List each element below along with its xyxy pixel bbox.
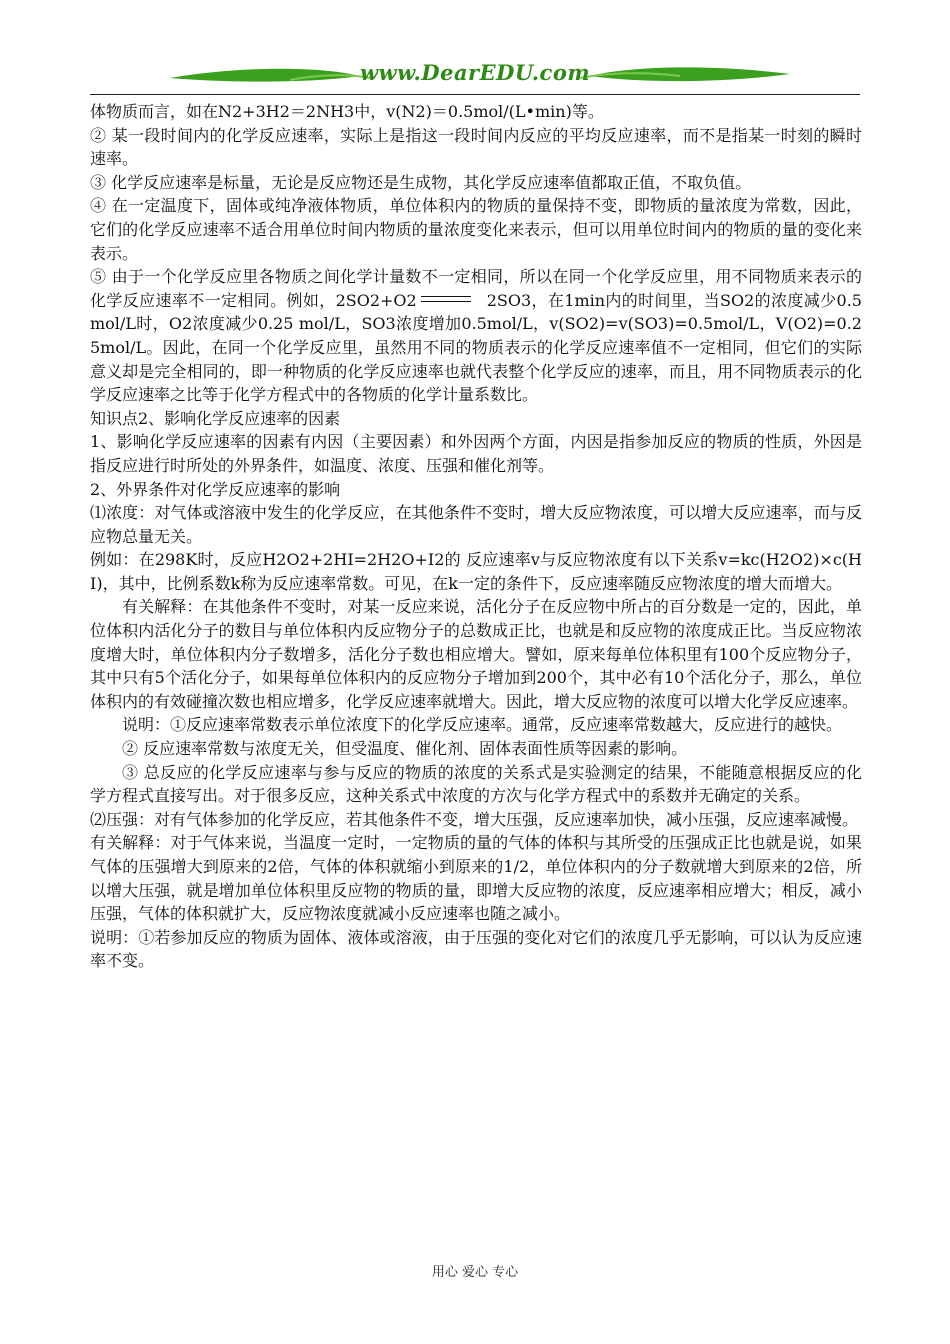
paragraph: ③ 化学反应速率是标量，无论是反应物还是生成物，其化学反应速率值都取正值，不取负值。 <box>90 172 752 192</box>
paragraph: 有关解释：在其他条件不变时，对某一反应来说，活化分子在反应物中所占的百分数是一定的，因此，单位体积内活化分子的数目与单位体积内反应物分子的总数成正比，也就是和反应物的浓度成正比。当反应物浓度增大时，单位体积内分子数增多，活化分子数也相应增大。譬如，原来每单位体积里有100个反应物分子，其中只有5个活化分子，如果每单位体积内的反应物分子增加到200个，其中必有10个活化分子，那么，单位体积内的有效碰撞次数也相应增多，化学反应速率就增大。因此，增大反应物的浓度可以增大化学反应速率。 <box>90 597 862 711</box>
paragraph: ④ 在一定温度下，固体或纯净液体物质，单位体积内的物质的量保持不变，即物质的量浓度为常数，因此，它们的化学反应速率不适合用单位时间内物质的量浓度变化来表示，但可以用单位时间内的物质的量的变化来表示。 <box>90 196 862 263</box>
paragraph: 2、外界条件对化学反应速率的影响 <box>90 479 341 499</box>
paragraph: 体物质而言，如在N2+3H2＝2NH3中，v(N2)＝0.5mol/(L•min)等。 <box>90 102 604 121</box>
paragraph: 有关解释：对于气体来说，当温度一定时，一定物质的量的气体的体积与其所受的压强成正比也就是说，如果气体的压强增大到原来的2倍，气体的体积就缩小到原来的1/2，单位体积内的分子数就增大到原来的2倍，所以增大压强，就是增加单位体积里反应物的物质的量，即增大反应物的浓度，反应速率相应增大；相反，减小压强，气体的体积就扩大，反应物浓度就减小反应速率也随之减小。 <box>90 833 862 924</box>
page-header <box>90 58 860 92</box>
paragraph: ⑵压强：对有气体参加的化学反应，若其他条件不变，增大压强，反应速率加快，减小压强，反应速率减慢。 <box>90 809 859 829</box>
paragraph-text: 2SO3，在1min内的时间里，当SO2的浓度减少0.5mol/L时，O2浓度减少0.25 mol/L，SO3浓度增加0.5mol/L，v(SO2)=v(SO3)=0.5mol/L，V(O2)=0.25mol/L。因此，在同一个化学反应里，虽然用不同的物质表示的化学反应速率值不一定相同，但它们的实际意义却是完全相同的，即一种物质的化学反应速率也就代表整个化学反应的速率，而且，用不同物质表示的化学反应速率之比等于化学方程式中的各物质的化学计量系数比。 <box>90 290 862 405</box>
paragraph: ② 反应速率常数与浓度无关，但受温度、催化剂、固体表面性质等因素的影响。 <box>122 739 688 759</box>
header-rule <box>90 94 860 95</box>
section-heading: 知识点2、影响化学反应速率的因素 <box>90 408 341 428</box>
paragraph: 说明：①若参加反应的物质为固体、液体或溶液，由于压强的变化对它们的浓度几乎无影响，可以认为反应速率不变。 <box>90 927 862 971</box>
paragraph-with-equation <box>90 265 862 407</box>
paragraph: ⑴浓度：对气体或溶液中发生的化学反应，在其他条件不变时，增大反应物浓度，可以增大反应速率，而与反应物总量无关。 <box>90 503 862 546</box>
equilibrium-arrow-icon <box>417 292 487 308</box>
paragraph-text: ⑤ 由于一个化学反应里各物质之间化学计量数不一定相同，所以在同一个化学反应里，用不同物质来表示的化学反应速率不一定相同。例如，2SO2+O2 <box>90 267 862 310</box>
paragraph: ② 某一段时间内的化学反应速率，实际上是指这一段时间内反应的平均反应速率，而不是指某一时刻的瞬时速率。 <box>90 125 862 169</box>
paragraph: 1、影响化学反应速率的因素有内因（主要因素）和外因两个方面，内因是指参加反应的物质的性质，外因是指反应进行时所处的外界条件，如温度、浓度、压强和催化剂等。 <box>90 432 862 475</box>
page-footer: 用心 爱心 专心 <box>431 1265 519 1280</box>
paragraph: 说明：①反应速率常数表示单位浓度下的化学反应速率。通常，反应速率常数越大，反应进行的越快。 <box>122 715 843 735</box>
site-brand: www.DearEDU.com <box>359 60 591 85</box>
paragraph: ③ 总反应的化学反应速率与参与反应的物质的浓度的关系式是实验测定的结果，不能随意根据反应的化学方程式直接写出。对于很多反应，这种关系式中浓度的方次与化学方程式中的系数并无确定的关系。 <box>90 762 862 806</box>
document-body <box>90 100 862 973</box>
paragraph: 例如：在298K时，反应H2O2+2HI=2H2O+I2的 反应速率v与反应物浓度有以下关系v=kc(H2O2)×c(HI)，其中，比例系数k称为反应速率常数。可见，在k一定的条件下，反应速率随反应物浓度的增大而增大。 <box>90 550 862 593</box>
